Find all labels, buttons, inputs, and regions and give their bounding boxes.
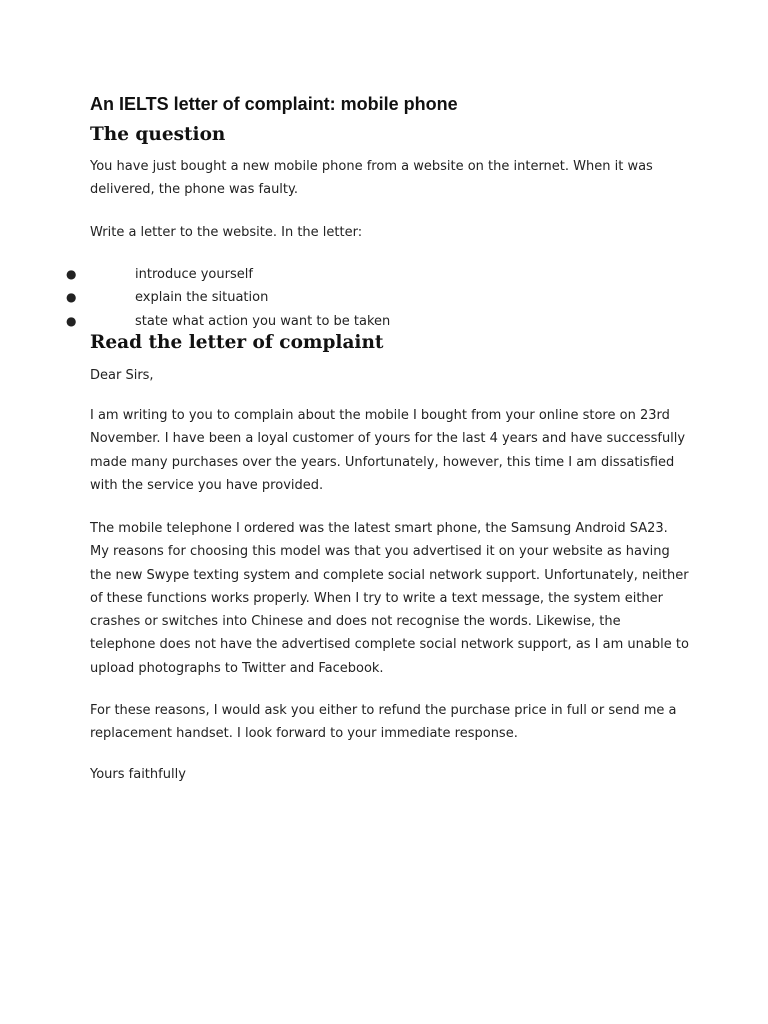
- letter-closing: Yours faithfully: [90, 767, 186, 782]
- bullet-text: explain the situation: [135, 290, 269, 306]
- page-title: An IELTS letter of complaint: mobile phone: [90, 94, 458, 114]
- letter-paragraph-2: The mobile telephone I ordered was the latest smart phone, the Samsung Android SA23. My reasons for choosing this model was that you advertised it on your website as having the new Swype texting system and complete social network support. Unfortunately, neither of these functions works properly. When I try to write a text message, the system either crashes or switches into Chinese and does not recognise the words. Likewise, the telephone does not have the advertised complete social network support, as I am unable to upload photographs to Twitter and Facebook.: [90, 521, 689, 676]
- question-instruction: Write a letter to the website. In the letter:: [90, 225, 363, 240]
- letter-salutation: Dear Sirs,: [90, 368, 154, 383]
- bullet-text: state what action you want to be taken: [135, 313, 391, 329]
- bullet-text: introduce yourself: [135, 267, 253, 282]
- question-heading: The question: [90, 124, 226, 145]
- bullet-icon: ●: [66, 290, 77, 305]
- letter-heading: Read the letter of complaint: [90, 332, 384, 353]
- question-paragraph: You have just bought a new mobile phone from a website on the internet. When it was delivered, the phone was faulty.: [90, 159, 653, 198]
- bullet-icon: ●: [66, 267, 77, 281]
- letter-paragraph-1: I am writing to you to complain about the mobile I bought from your online store on 23rd November. I have been a loyal customer of yours for the last 4 years and have successfully made many purchases over the years. Unfortunately, however, this time I am dissatisfied with the service you have provided.: [90, 408, 686, 493]
- bullet-icon: ●: [66, 313, 77, 328]
- letter-paragraph-3: For these reasons, I would ask you either to refund the purchase price in full or send me a replacement handset. I look forward to your immediate response.: [90, 703, 677, 742]
